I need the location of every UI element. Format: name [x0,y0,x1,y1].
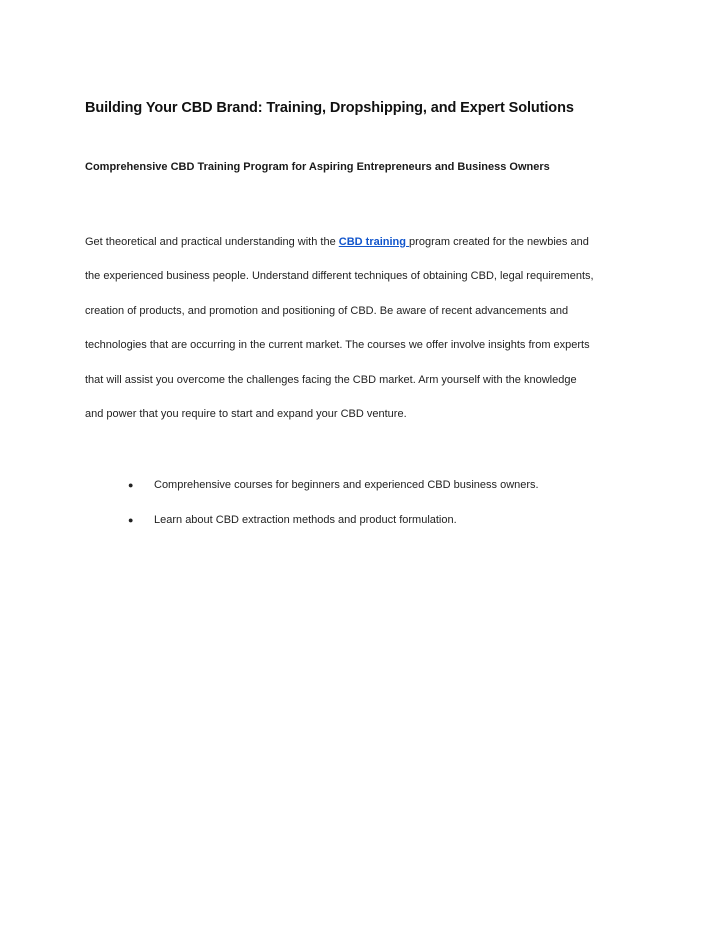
bullet-icon: ● [128,480,134,491]
document-title: Building Your CBD Brand: Training, Dropshipping, and Expert Solutions [85,100,574,116]
body-paragraph [85,225,645,431]
paragraph-line-4: technologies that are occurring in the current market. The courses we offer involve insights from experts [85,339,590,352]
bullet-text: Learn about CBD extraction methods and product formulation. [154,513,457,526]
paragraph-line-2: the experienced business people. Understand different techniques of obtaining CBD, legal requirements, [85,270,594,283]
paragraph-line-5: that will assist you overcome the challenges facing the CBD market. Arm yourself with the knowledge [85,373,577,386]
paragraph-line-3: creation of products, and promotion and positioning of CBD. Be aware of recent advancements and [85,304,569,317]
paragraph-line-1 [85,225,645,259]
list-item [128,468,648,503]
cbd-training-link[interactable]: CBD training [338,236,410,248]
bullet-icon: ● [128,514,134,525]
paragraph-text-before-link: Get theoretical and practical understanding with the [85,236,339,248]
paragraph-text-after-link: program created for the newbies and [409,236,589,248]
paragraph-line-6: and power that you require to start and expand your CBD venture. [85,408,407,421]
document-subtitle: Comprehensive CBD Training Program for Aspiring Entrepreneurs and Business Owners [85,161,550,173]
list-item [128,503,648,538]
bullet-list [128,468,648,537]
bullet-text: Comprehensive courses for beginners and experienced CBD business owners. [154,479,539,492]
